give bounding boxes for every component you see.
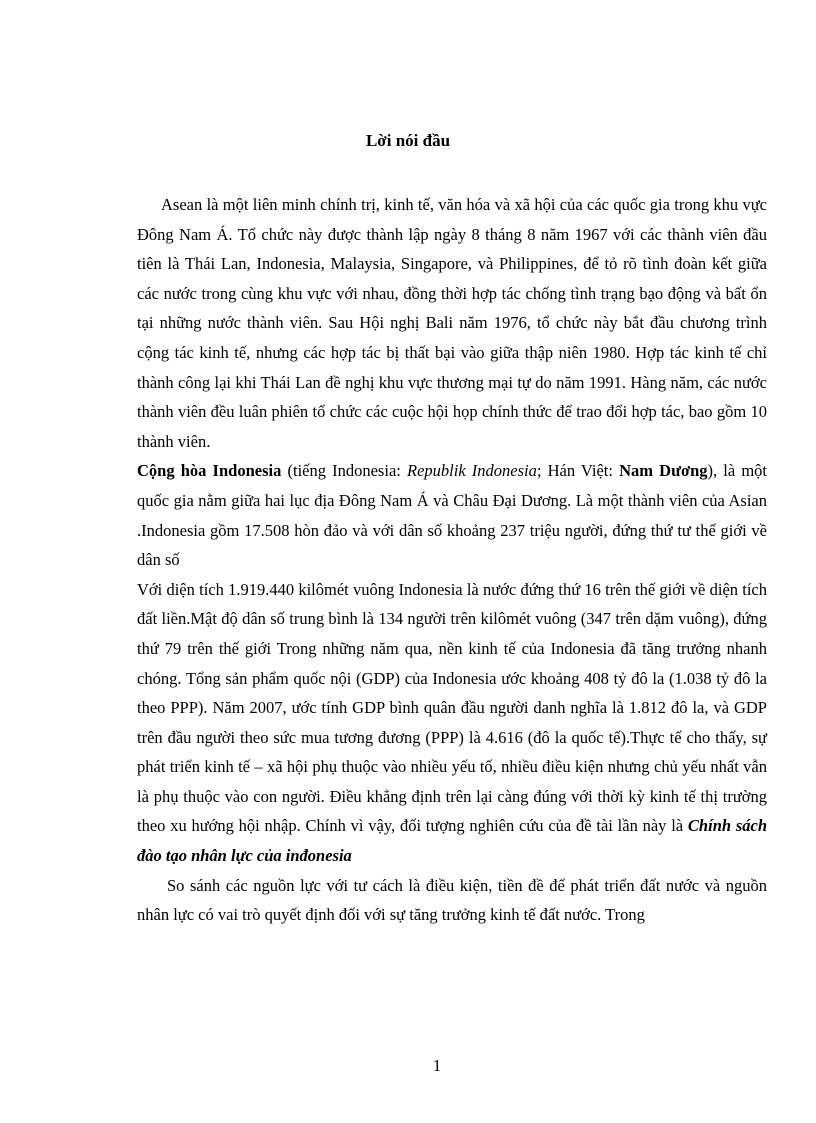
paragraph-resources: So sánh các nguồn lực với tư cách là điều kiện, tiền đề để phát triển đất nước và nguồn nhân lực có vai trò quyết định đối với sự tăng trưởng kinh tế đất nước. Trong (137, 875, 767, 925)
paragraph-indonesia-intro (137, 456, 767, 574)
page-title: Lời nói đầu (365, 131, 451, 150)
text-span: Với diện tích 1.919.440 kilômét vuông Indonesia là nước đứng thứ 16 trên thế giới về diện tích đất liền.Mật độ dân số trung bình là 134 người trên kilômét vuông (347 trên dặm vuông), đứng thứ 79 trên thế giới Trong những năm qua, nền kinh tế của Indonesia đã tăng trưởng nhanh chóng. Tổng sản phẩm quốc nội (GDP) của Indonesia ước khoảng 408 tỷ đô la (1.038 tỷ đô la theo PPP). Năm 2007, ước tính GDP bình quân đầu người danh nghĩa là 1.812 đô la, và GDP trên đầu người theo sức mua tương đương (PPP) là 4.616 (đô la quốc tế).Thực tế cho thấy, sự phát triển kinh tế – xã hội phụ thuộc vào nhiều yếu tố, nhiều điều kiện nhưng chủ yếu nhất vẫn là phụ thuộc vào con người. Điều khẳng định trên lại càng đúng với thời kỳ kinh tế thị trường theo xu hướng hội nhập. Chính vì vậy, đối tượng nghiên cứu của đề tài lần này là (137, 579, 767, 836)
bold-italic-topic: Chính sách đào tạo nhân lực của inđonesia (137, 816, 767, 866)
bold-term-nam-duong: Nam Dương (619, 461, 708, 481)
body-text (137, 190, 767, 930)
bold-term-indonesia: Cộng hòa Indonesia (137, 461, 282, 481)
page-number: 1 (432, 1056, 442, 1075)
italic-term: Republik Indonesia (407, 461, 537, 481)
text-span: (tiếng Indonesia: (281, 461, 407, 481)
text-span: ; Hán Việt: (536, 461, 620, 481)
paragraph-asean: Asean là một liên minh chính trị, kinh tế, văn hóa và xã hội của các quốc gia trong khu vực Đông Nam Á. Tổ chức này được thành lập ngày 8 tháng 8 năm 1967 với các thành viên đầu tiên là Thái Lan, Indonesia, Malaysia, Singapore, và Philippines, để tỏ rõ tình đoàn kết giữa các nước trong cùng khu vực với nhau, đồng thời hợp tác chống tình trạng bạo động và bất ổn tại những nước thành viên. Sau Hội nghị Bali năm 1976, tổ chức này bắt đầu chương trình cộng tác kinh tế, nhưng các hợp tác bị thất bại vào giữa thập niên 1980. Hợp tác kinh tế chỉ thành công lại khi Thái Lan đề nghị khu vực thương mại tự do năm 1991. Hàng năm, các nước thành viên đều luân phiên tổ chức các cuộc hội họp chính thức để trao đổi hợp tác, bao gồm 10 thành viên. (137, 195, 767, 451)
paragraph-area-economy (137, 575, 767, 871)
text-span: ), là một quốc gia nằm giữa hai lục địa Đông Nam Á và Châu Đại Dương. Là một thành viên của Asian .Indonesia gồm 17.508 hòn đảo và với dân số khoảng 237 triệu người, đứng thứ tư thế giới về dân số (137, 461, 768, 570)
